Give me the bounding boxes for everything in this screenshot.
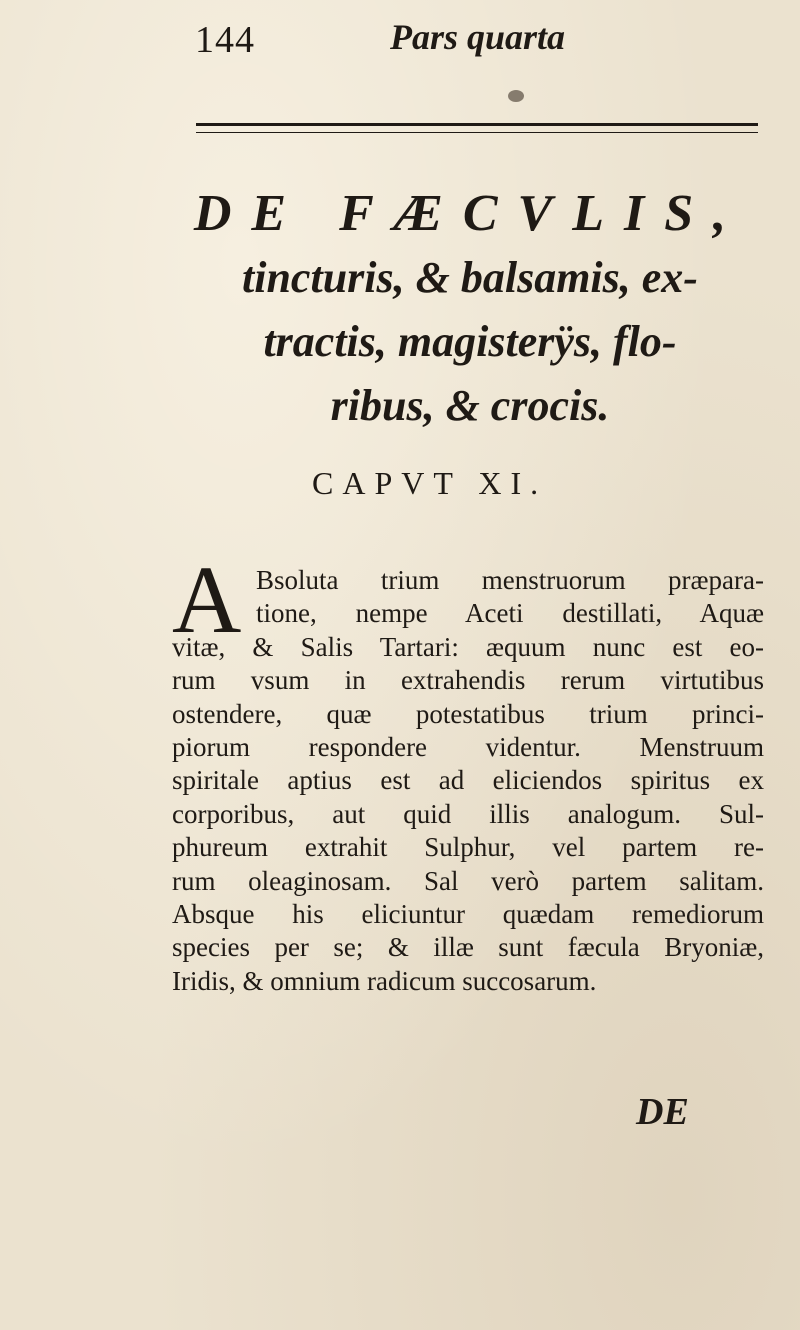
body-line: ostendere, quæ potestatibus trium princi-: [172, 698, 764, 729]
body-line: vitæ, & Salis Tartari: æquum nunc est eo-: [172, 631, 764, 662]
body-line: rum oleaginosam. Sal verò partem salitam.: [172, 865, 764, 896]
title-line: tincturis, & balsamis, ex-: [242, 253, 698, 302]
title-line: tractis, magisterÿs, flo-: [263, 317, 677, 366]
body-line: Absque his eliciuntur quædam remediorum: [172, 898, 764, 929]
body-line: rum vsum in extrahendis rerum virtutibus: [172, 665, 764, 696]
drop-cap: A: [172, 546, 242, 653]
body-line: tione, nempe Aceti destillati, Aquæ: [256, 598, 764, 629]
body-line: corporibus, aut quid illis analogum. Sul-: [172, 798, 764, 829]
ornament-dot: [508, 90, 524, 102]
page-number: 144: [195, 19, 255, 61]
body-line: Bsoluta trium menstruorum præpara-: [256, 565, 764, 595]
body-line: species per se; & illæ sunt fæcula Bryoniæ,: [172, 932, 764, 963]
body-line: phureum extrahit Sulphur, vel partem re-: [172, 832, 764, 863]
header-rule: [196, 123, 758, 133]
chapter-heading: CAPVT XI.: [312, 465, 548, 501]
body-paragraph: [172, 564, 764, 998]
chapter-title: [170, 182, 770, 438]
title-line: ribus, & crocis.: [330, 381, 610, 430]
body-line: spiritale aptius est ad eliciendos spiritus ex: [172, 765, 764, 796]
body-line: piorum respondere videntur. Menstruum: [172, 731, 764, 762]
body-line: Iridis, & omnium radicum succosarum.: [172, 965, 597, 996]
running-head: Pars quarta: [390, 17, 566, 57]
title-line: DE FÆCVLIS,: [193, 185, 747, 242]
catchword: DE: [636, 1091, 689, 1133]
